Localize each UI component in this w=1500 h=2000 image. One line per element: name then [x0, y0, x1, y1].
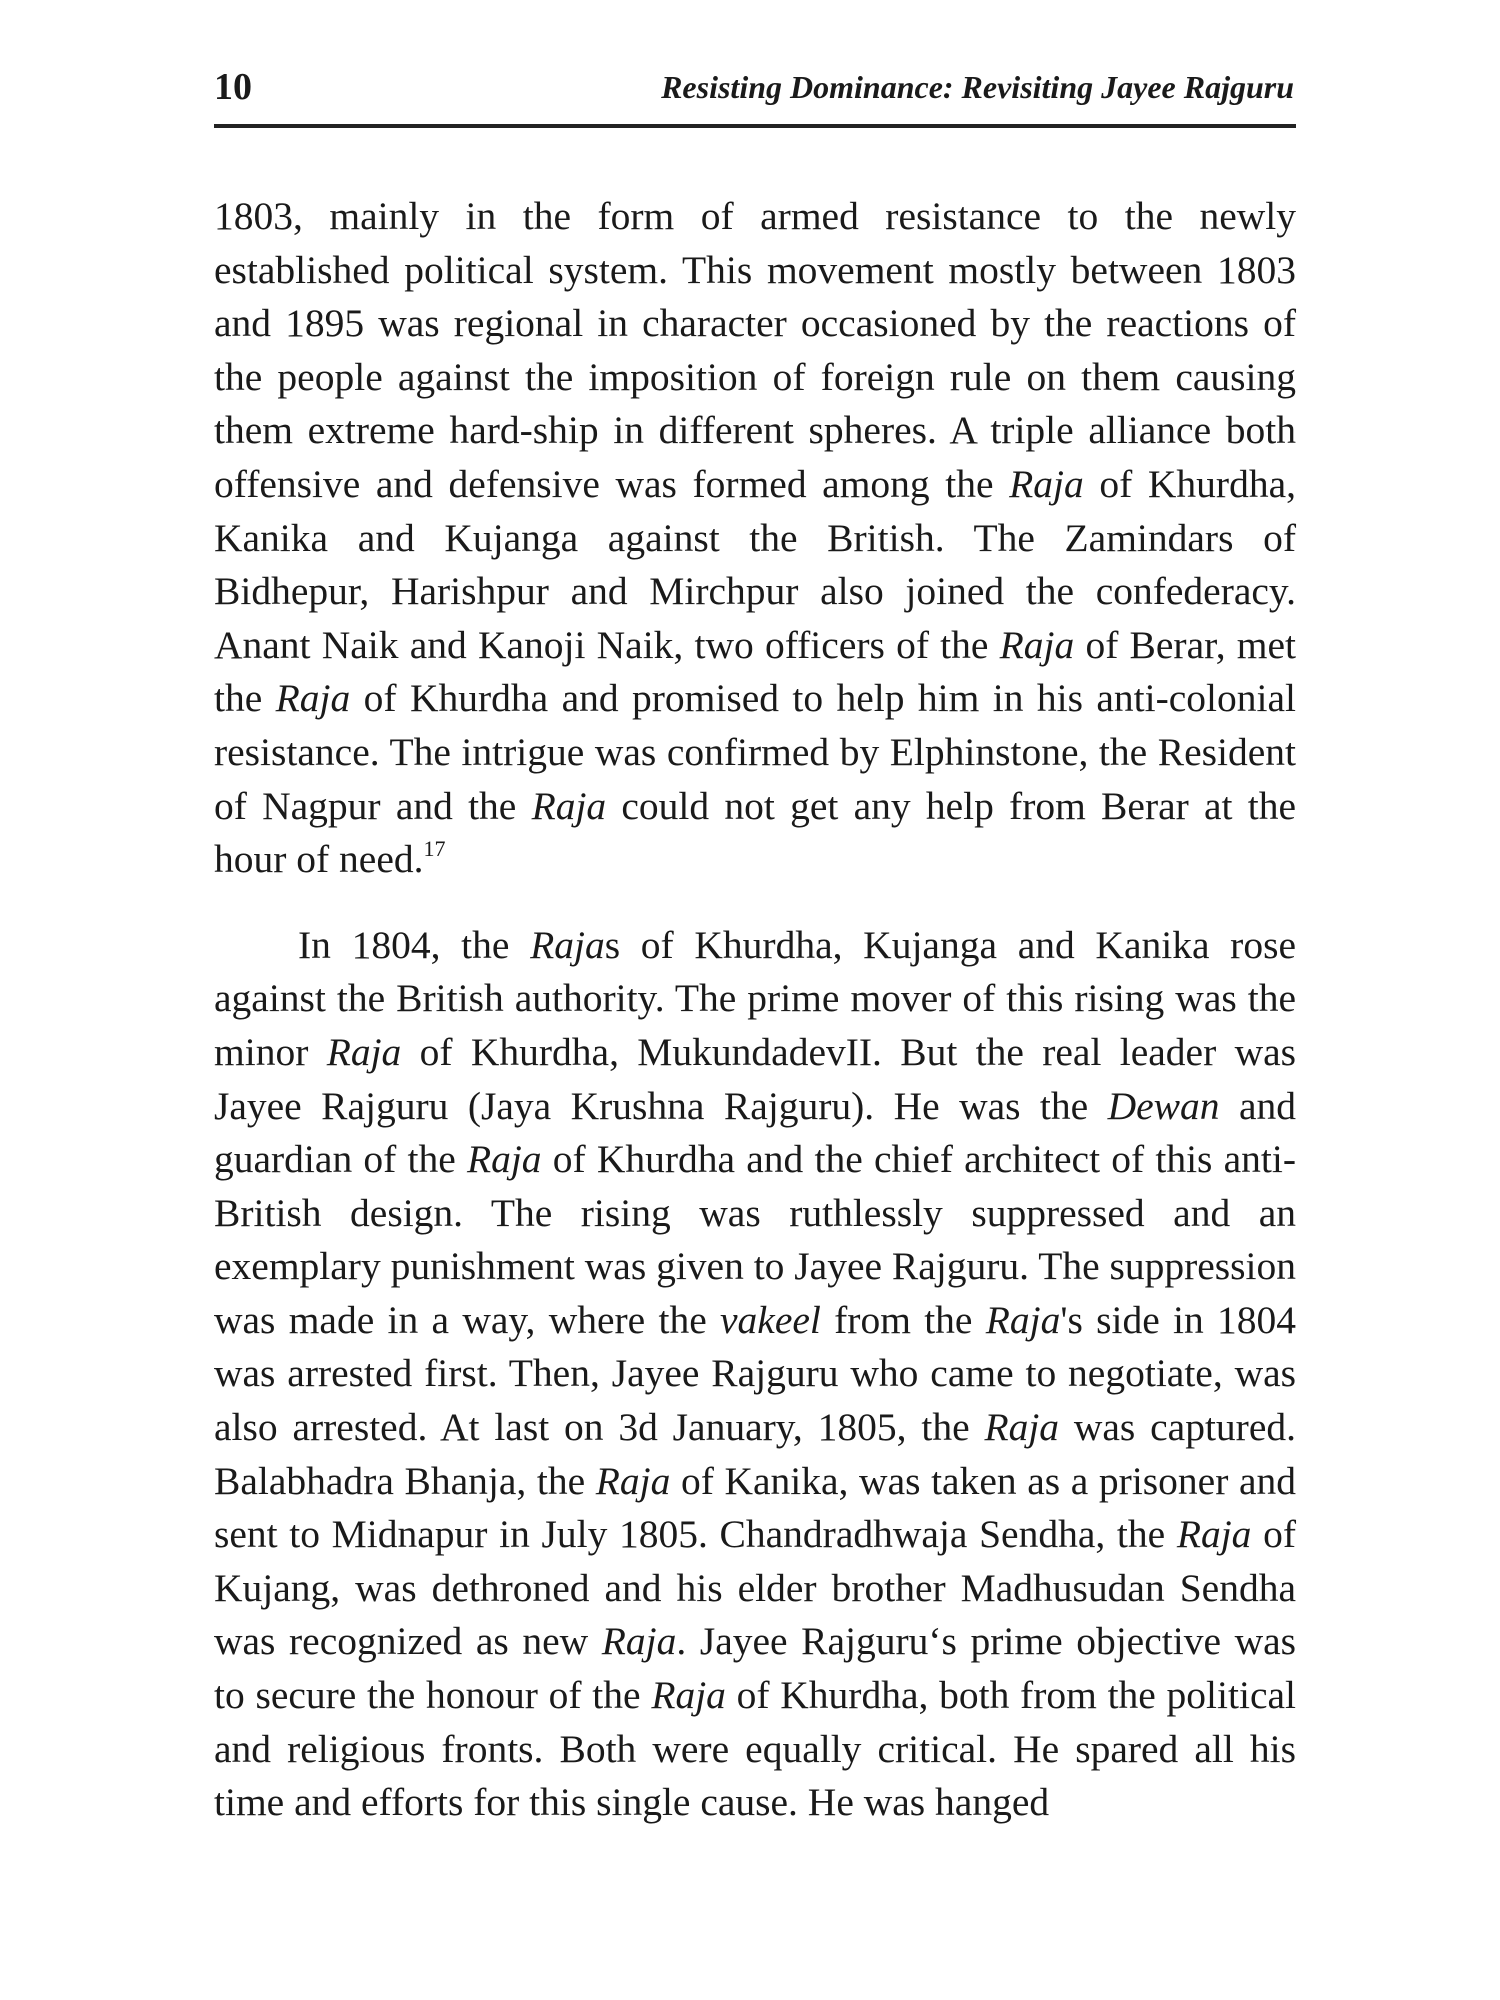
- italic-term: Raja: [326, 1029, 402, 1074]
- italic-term: Raja: [530, 922, 605, 967]
- footnote-reference: 17: [423, 836, 446, 862]
- italic-term: Raja: [1009, 461, 1084, 506]
- paragraph-1-text: of Berar, met the: [214, 622, 1296, 721]
- italic-term: Dewan: [1107, 1083, 1220, 1128]
- paragraph-1: [214, 190, 1296, 887]
- paragraph-1-text: of Khurdha, Kanika and Kujanga against the British. The Zamindars of Bidhepur, Harishpur and Mirchpur also joined the confederacy. Anant Naik and Kanoji Naik, two officers of the: [214, 461, 1296, 667]
- italic-term: Raja: [466, 1137, 542, 1182]
- body-text: [214, 190, 1296, 1830]
- italic-term: Raja: [651, 1673, 726, 1718]
- paragraph-1-text: 1803, mainly in the form of armed resistance to the newly established political system. This movement mostly between 1803 and 1895 was regional in character occasioned by the reactions of the people against the imposition of foreign rule on them causing them extreme hard-ship in different spheres. A triple alliance both offensive and defensive was formed among the: [214, 194, 1296, 506]
- italic-term: Raja: [984, 1405, 1060, 1450]
- paragraph-2-text: of Kujang, was dethroned and his elder brother Madhusudan Sendha was recognized as new: [214, 1512, 1297, 1664]
- paragraph-2-text: of Khurdha and the chief architect of this anti-British design. The rising was ruthlessly suppressed and an exemplary punishment was given to Jayee Rajguru. The suppression was made in a way, where the: [214, 1137, 1297, 1342]
- running-head: [214, 62, 1294, 122]
- paragraph-2-text: of Khurdha, MukundadevII. But the real leader was Jayee Rajguru (Jaya Krushna Rajguru). He was the: [214, 1029, 1296, 1128]
- paragraph-2-text: 's side in 1804 was arrested first. Then, Jayee Rajguru who came to negotiate, was also arrested. At last on 3d January, 1805, the: [214, 1297, 1297, 1450]
- italic-term: Raja: [985, 1297, 1061, 1342]
- italic-term: Raja: [601, 1619, 677, 1664]
- paragraph-2-text: of Khurdha, both from the political and religious fronts. Both were equally critical. He spared all his time and efforts for this single cause. He was hanged: [214, 1673, 1296, 1825]
- italic-term: Raja: [595, 1458, 671, 1503]
- paragraph-1-text: could not get any help from Berar at the hour of need.: [214, 783, 1296, 882]
- italic-term: Raja: [531, 783, 607, 828]
- italic-term: vakeel: [720, 1297, 821, 1342]
- paragraph-2-text: was captured. Balabhadra Bhanja, the: [214, 1405, 1296, 1503]
- page-number: 10: [214, 66, 252, 108]
- header-rule: [214, 124, 1296, 128]
- paragraph-1-text: of Khurdha and promised to help him in his anti-colonial resistance. The intrigue was confirmed by Elphinstone, the Resident of Nagpur and the: [214, 676, 1296, 828]
- paragraph-2-text: s of Khurdha, Kujanga and Kanika rose against the British authority. The prime mover of this rising was the minor: [214, 922, 1296, 1074]
- paragraph-2: [214, 919, 1296, 1830]
- running-title: Resisting Dominance: Revisiting Jayee Rajguru: [661, 69, 1294, 105]
- italic-term: Raja: [1176, 1512, 1252, 1557]
- italic-term: Raja: [999, 622, 1075, 667]
- paragraph-2-text: In 1804, the: [298, 922, 531, 967]
- paragraph-2-text: of Kanika, was taken as a prisoner and sent to Midnapur in July 1805. Chandradhwaja Sendha, the: [214, 1458, 1297, 1557]
- paragraph-2-text: from the: [820, 1297, 986, 1342]
- italic-term: Raja: [275, 676, 351, 721]
- paragraph-2-text: and guardian of the: [214, 1083, 1296, 1182]
- paragraph-2-text: . Jayee Rajguru‘s prime objective was to secure the honour of the: [214, 1619, 1296, 1718]
